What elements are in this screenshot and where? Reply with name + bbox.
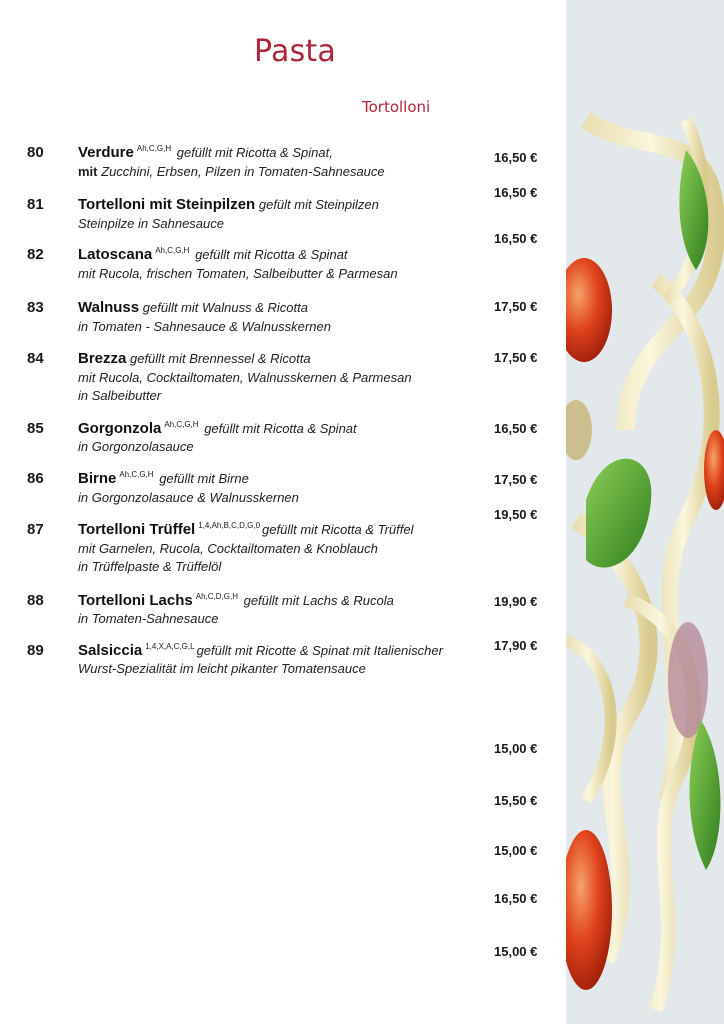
price: 16,50 € — [494, 231, 538, 246]
item-headline — [78, 196, 379, 213]
price: 16,50 € — [494, 421, 538, 436]
item-allergens: Ah,C,G,H — [155, 246, 190, 255]
item-details: Wurst-Spezialität im leicht pikanter Tomatensauce — [78, 661, 366, 676]
item-name: Brezza — [78, 350, 127, 367]
item-description: gefüllt mit Brennessel & Ricotta — [129, 351, 311, 366]
item-details: mit Rucola, frischen Tomaten, Salbeibutter & Parmesan — [78, 266, 398, 281]
item-description: gefült mit Steinpilzen — [258, 197, 379, 212]
item-number: 81 — [27, 196, 44, 213]
item-allergens: Ah,C,D,G,H — [195, 592, 238, 601]
price: 17,50 € — [494, 299, 538, 314]
item-number: 82 — [27, 246, 44, 263]
item-description: gefüllt mit Ricotta & Spinat — [204, 421, 357, 436]
item-allergens: 1,4,X,A,C,G,L — [145, 642, 195, 651]
price: 15,00 € — [494, 741, 538, 756]
item-details: in Tomaten-Sahnesauce — [78, 611, 219, 626]
price: 16,50 € — [494, 150, 538, 165]
item-description: gefüllt mit Ricotta & Trüffel — [262, 522, 414, 537]
price: 17,90 € — [494, 638, 538, 653]
price: 17,50 € — [494, 350, 538, 365]
item-name: Tortelloni mit Steinpilzen — [78, 196, 256, 213]
price: 17,50 € — [494, 472, 538, 487]
item-name: Latoscana — [78, 246, 153, 263]
price: 15,00 € — [494, 843, 538, 858]
item-number: 88 — [27, 592, 44, 609]
item-details: mit Garnelen, Rucola, Cocktailtomaten & Knoblauch — [78, 541, 378, 556]
item-description: gefüllt mit Walnuss & Ricotta — [142, 300, 308, 315]
item-number: 87 — [27, 521, 44, 538]
item-details-text: Zucchini, Erbsen, Pilzen in Tomaten-Sahnesauce — [101, 164, 385, 179]
item-allergens: Ah,C,G,H — [136, 144, 172, 153]
price: 15,50 € — [494, 793, 538, 808]
item-details: in Tomaten - Sahnesauce & Walnusskernen — [78, 319, 331, 334]
item-details — [78, 164, 385, 179]
item-allergens: Ah,C,G,H — [164, 420, 199, 429]
item-headline — [78, 592, 394, 609]
item-description: gefüllt mit Ricotta & Spinat — [195, 247, 348, 262]
item-number: 84 — [27, 350, 44, 367]
item-details-prefix: mit — [78, 164, 98, 179]
item-number: 89 — [27, 642, 44, 659]
item-name: Verdure — [78, 144, 134, 161]
item-details: in Gorgonzolasauce — [78, 439, 194, 454]
item-details: Steinpilze in Sahnesauce — [78, 216, 224, 231]
item-allergens: 1,4,Ah,B,C,D,G,0 — [198, 521, 261, 530]
price: 19,90 € — [494, 594, 538, 609]
price: 19,50 € — [494, 507, 538, 522]
item-number: 85 — [27, 420, 44, 437]
item-name: Salsiccia — [78, 642, 143, 659]
item-number: 80 — [27, 144, 44, 161]
item-name: Gorgonzola — [78, 420, 162, 437]
item-headline — [78, 299, 308, 316]
price: 15,00 € — [494, 944, 538, 959]
item-details-extra: in Salbeibutter — [78, 388, 162, 403]
item-details: mit Rucola, Cocktailtomaten, Walnusskernen & Parmesan — [78, 370, 412, 385]
price: 16,50 € — [494, 185, 538, 200]
item-headline — [78, 420, 357, 437]
item-description: gefüllt mit Lachs & Rucola — [243, 593, 394, 608]
item-name: Tortelloni Trüffel — [78, 521, 196, 538]
item-name: Walnuss — [78, 299, 140, 316]
item-details: in Gorgonzolasauce & Walnusskernen — [78, 490, 299, 505]
item-headline — [78, 246, 348, 263]
item-headline — [78, 642, 443, 659]
item-headline — [78, 350, 311, 367]
item-allergens: Ah,C,G,H — [119, 470, 154, 479]
pasta-photo — [566, 0, 724, 1024]
item-name: Birne — [78, 470, 117, 487]
item-description: gefüllt mit Ricotte & Spinat mit Italienischer — [196, 643, 443, 658]
item-headline — [78, 521, 414, 538]
item-number: 86 — [27, 470, 44, 487]
item-number: 83 — [27, 299, 44, 316]
pasta-illustration — [566, 0, 724, 1024]
price: 16,50 € — [494, 891, 538, 906]
item-details-extra: in Trüffelpaste & Trüffelöl — [78, 559, 222, 574]
item-name: Tortelloni Lachs — [78, 592, 193, 609]
item-description: gefüllt mit Ricotta & Spinat, — [176, 145, 333, 160]
item-headline — [78, 470, 249, 487]
item-headline — [78, 144, 333, 161]
item-description: gefüllt mit Birne — [159, 471, 249, 486]
page-title: Pasta — [254, 34, 336, 69]
section-subtitle: Tortolloni — [362, 98, 431, 116]
